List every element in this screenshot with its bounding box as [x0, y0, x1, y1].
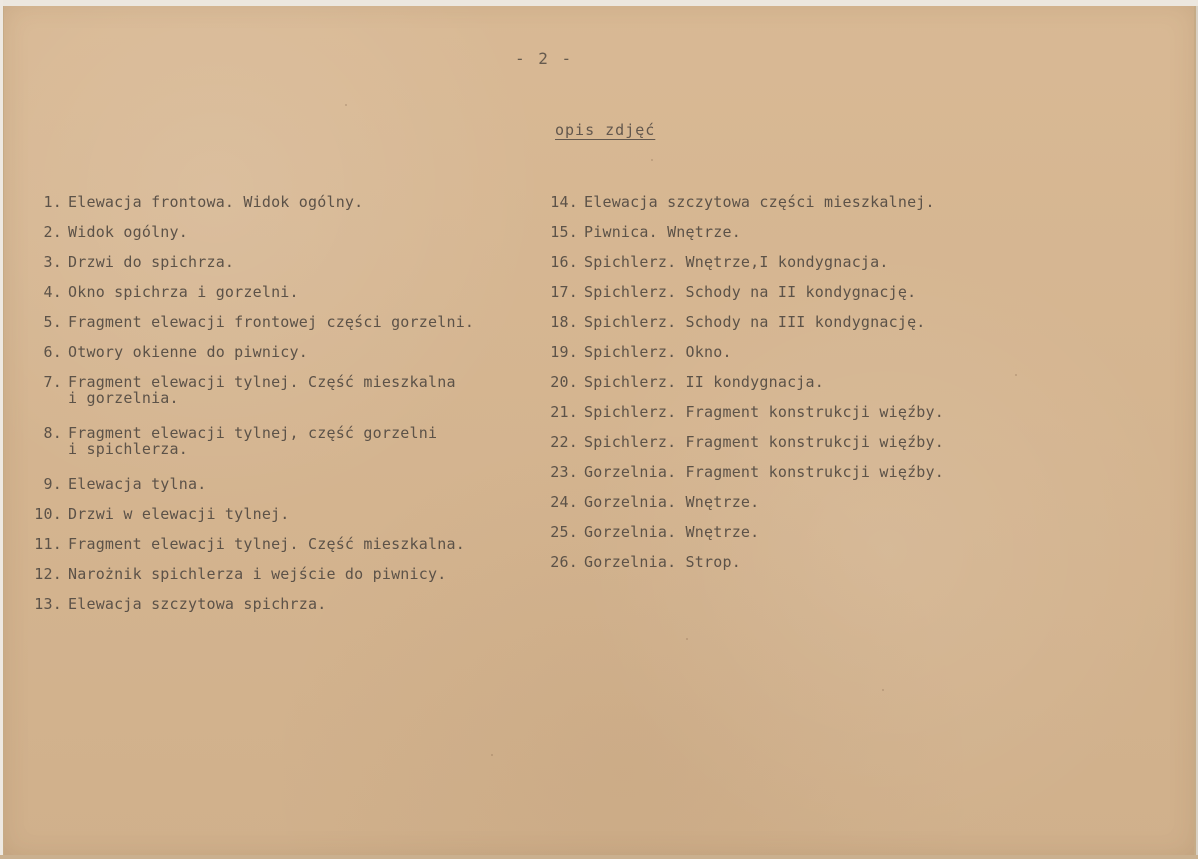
item-number: 5.	[43, 313, 62, 331]
list-item	[540, 344, 1020, 360]
item-number: 12.	[34, 565, 62, 583]
list-item	[24, 224, 544, 240]
photo-list-right	[540, 194, 1020, 584]
item-number: 2.	[43, 223, 62, 241]
item-text: Spichlerz. Schody na II kondygnację.	[584, 283, 917, 301]
list-item	[24, 344, 544, 360]
item-text: Widok ogólny.	[68, 223, 188, 241]
item-number: 11.	[34, 535, 62, 553]
list-item	[540, 224, 1020, 240]
item-number: 20.	[550, 373, 578, 391]
item-number: 3.	[43, 253, 62, 271]
list-item	[24, 536, 544, 552]
list-item	[540, 434, 1020, 450]
item-number: 15.	[550, 223, 578, 241]
item-text: Drzwi do spichrza.	[68, 253, 235, 271]
list-item	[24, 596, 544, 612]
list-item	[24, 425, 544, 459]
paper-top-edge	[0, 0, 1198, 6]
paper-speck	[345, 104, 347, 106]
list-item	[540, 194, 1020, 210]
item-text: Spichlerz. Fragment konstrukcji więźby.	[584, 433, 944, 451]
item-text: Fragment elewacji tylnej. Część mieszkalna.	[68, 535, 465, 553]
item-number: 19.	[550, 343, 578, 361]
item-text: Gorzelnia. Wnętrze.	[584, 493, 760, 511]
list-item	[540, 314, 1020, 330]
list-item	[24, 284, 544, 300]
list-item	[24, 254, 544, 270]
item-text: Okno spichrza i gorzelni.	[68, 283, 299, 301]
item-number: 9.	[43, 475, 62, 493]
item-text: Gorzelnia. Strop.	[584, 553, 741, 571]
item-text: Elewacja frontowa. Widok ogólny.	[68, 193, 364, 211]
paper-speck	[491, 754, 493, 756]
item-text: Gorzelnia. Fragment konstrukcji więźby.	[584, 463, 944, 481]
item-number: 23.	[550, 463, 578, 481]
list-item	[540, 404, 1020, 420]
list-item	[540, 554, 1020, 570]
item-number: 4.	[43, 283, 62, 301]
list-item	[24, 314, 544, 330]
list-item	[24, 506, 544, 522]
item-number: 14.	[550, 193, 578, 211]
item-number: 18.	[550, 313, 578, 331]
item-text: Spichlerz. Okno.	[584, 343, 732, 361]
list-item	[540, 254, 1020, 270]
item-text: Fragment elewacji tylnej, część gorzelni i spichlerza.	[68, 424, 438, 458]
item-number: 26.	[550, 553, 578, 571]
list-item	[540, 464, 1020, 480]
list-item	[24, 476, 544, 492]
item-number: 22.	[550, 433, 578, 451]
paper-left-edge	[0, 0, 3, 859]
document-title: opis zdjęć	[555, 121, 656, 139]
paper-speck	[686, 638, 688, 640]
photo-list-left	[24, 194, 544, 626]
item-number: 8.	[43, 424, 62, 442]
item-text: Piwnica. Wnętrze.	[584, 223, 741, 241]
item-text: Elewacja szczytowa spichrza.	[68, 595, 327, 613]
list-item	[24, 194, 544, 210]
item-text: Drzwi w elewacji tylnej.	[68, 505, 290, 523]
list-item	[24, 566, 544, 582]
item-text: Gorzelnia. Wnętrze.	[584, 523, 760, 541]
item-text: Fragment elewacji frontowej części gorzelni.	[68, 313, 475, 331]
item-text: Spichlerz. Wnętrze,I kondygnacja.	[584, 253, 889, 271]
list-item	[24, 374, 544, 408]
item-number: 17.	[550, 283, 578, 301]
item-text: Fragment elewacji tylnej. Część mieszkalna i gorzelnia.	[68, 373, 456, 407]
item-number: 1.	[43, 193, 62, 211]
paper-bottom-edge	[0, 855, 1198, 859]
paper-speck	[651, 159, 653, 161]
item-number: 21.	[550, 403, 578, 421]
page-number: - 2 -	[515, 49, 574, 68]
item-number: 7.	[43, 373, 62, 391]
list-item	[540, 284, 1020, 300]
item-text: Narożnik spichlerza i wejście do piwnicy.	[68, 565, 447, 583]
item-number: 13.	[34, 595, 62, 613]
list-item	[540, 524, 1020, 540]
list-item	[540, 494, 1020, 510]
item-text: Spichlerz. II kondygnacja.	[584, 373, 824, 391]
paper-speck	[882, 689, 884, 691]
item-number: 10.	[34, 505, 62, 523]
item-text: Elewacja tylna.	[68, 475, 207, 493]
list-item	[540, 374, 1020, 390]
item-text: Spichlerz. Fragment konstrukcji więźby.	[584, 403, 944, 421]
item-text: Otwory okienne do piwnicy.	[68, 343, 308, 361]
item-number: 24.	[550, 493, 578, 511]
item-text: Elewacja szczytowa części mieszkalnej.	[584, 193, 935, 211]
item-number: 25.	[550, 523, 578, 541]
item-text: Spichlerz. Schody na III kondygnację.	[584, 313, 926, 331]
item-number: 16.	[550, 253, 578, 271]
item-number: 6.	[43, 343, 62, 361]
